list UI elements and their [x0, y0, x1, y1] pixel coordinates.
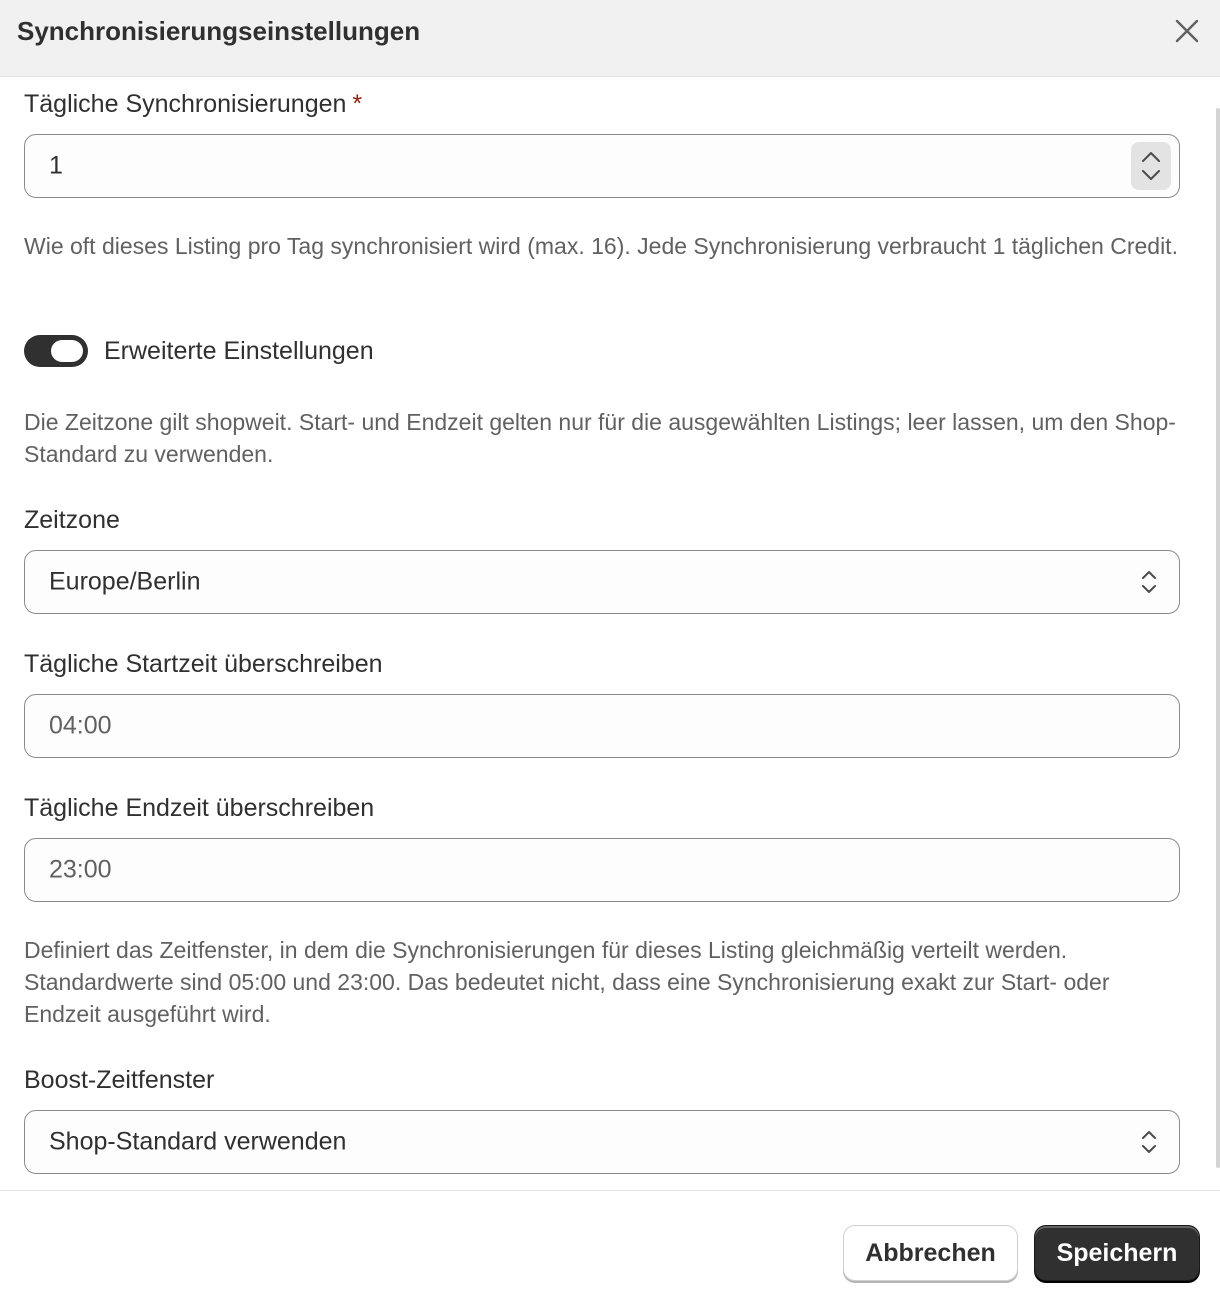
end-time-label: Tägliche Endzeit überschreiben — [24, 794, 375, 822]
required-marker: * — [352, 90, 363, 118]
dialog-header — [0, 0, 1220, 77]
number-stepper[interactable] — [1131, 142, 1171, 190]
close-icon — [1174, 18, 1200, 44]
dialog-title: Synchronisierungseinstellungen — [17, 16, 421, 46]
save-button[interactable]: Speichern — [1034, 1225, 1200, 1281]
boost-label: Boost-Zeitfenster — [24, 1066, 215, 1094]
start-time-placeholder: 04:00 — [49, 711, 112, 740]
dialog-footer — [0, 1190, 1220, 1300]
chevron-up-icon[interactable] — [1141, 151, 1161, 163]
advanced-settings-toggle[interactable] — [24, 335, 88, 367]
time-window-help: Definiert das Zeitfenster, in dem die Synchronisierungen für dieses Listing gleichmäßig verteilt werden. Standardwerte sind 05:00 und 23:00. Das bedeutet nicht, dass eine Synchronisierung exakt zur Start- oder Endzeit ausgeführt wird. — [24, 937, 1110, 1027]
end-time-input[interactable] — [24, 838, 1180, 902]
timezone-value: Europe/Berlin — [49, 567, 201, 596]
end-time-placeholder: 23:00 — [49, 855, 112, 884]
daily-syncs-value: 1 — [49, 151, 63, 180]
start-time-input[interactable] — [24, 694, 1180, 758]
advanced-settings-help: Die Zeitzone gilt shopweit. Start- und Endzeit gelten nur für die ausgewählten Listings; leer lassen, um den Shop-Standard zu verwenden. — [24, 409, 1176, 467]
close-button[interactable] — [1170, 14, 1204, 48]
start-time-label: Tägliche Startzeit überschreiben — [24, 650, 383, 678]
boost-value: Shop-Standard verwenden — [49, 1127, 347, 1156]
select-chevrons-icon — [1141, 568, 1157, 596]
daily-syncs-label — [24, 90, 362, 119]
daily-syncs-help: Wie oft dieses Listing pro Tag synchronisiert wird (max. 16). Jede Synchronisierung verbraucht 1 täglichen Credit. — [24, 233, 1178, 259]
timezone-label: Zeitzone — [24, 506, 120, 534]
advanced-settings-row — [24, 334, 374, 368]
daily-syncs-label-text: Tägliche Synchronisierungen — [24, 90, 347, 118]
boost-select[interactable] — [24, 1110, 1180, 1174]
timezone-select[interactable] — [24, 550, 1180, 614]
advanced-settings-label[interactable]: Erweiterte Einstellungen — [104, 336, 374, 365]
toggle-knob — [51, 340, 83, 362]
scrollbar[interactable] — [1216, 108, 1220, 1168]
cancel-button[interactable]: Abbrechen — [843, 1225, 1018, 1281]
daily-syncs-input[interactable] — [24, 134, 1180, 198]
select-chevrons-icon — [1141, 1128, 1157, 1156]
chevron-down-icon[interactable] — [1141, 169, 1161, 181]
